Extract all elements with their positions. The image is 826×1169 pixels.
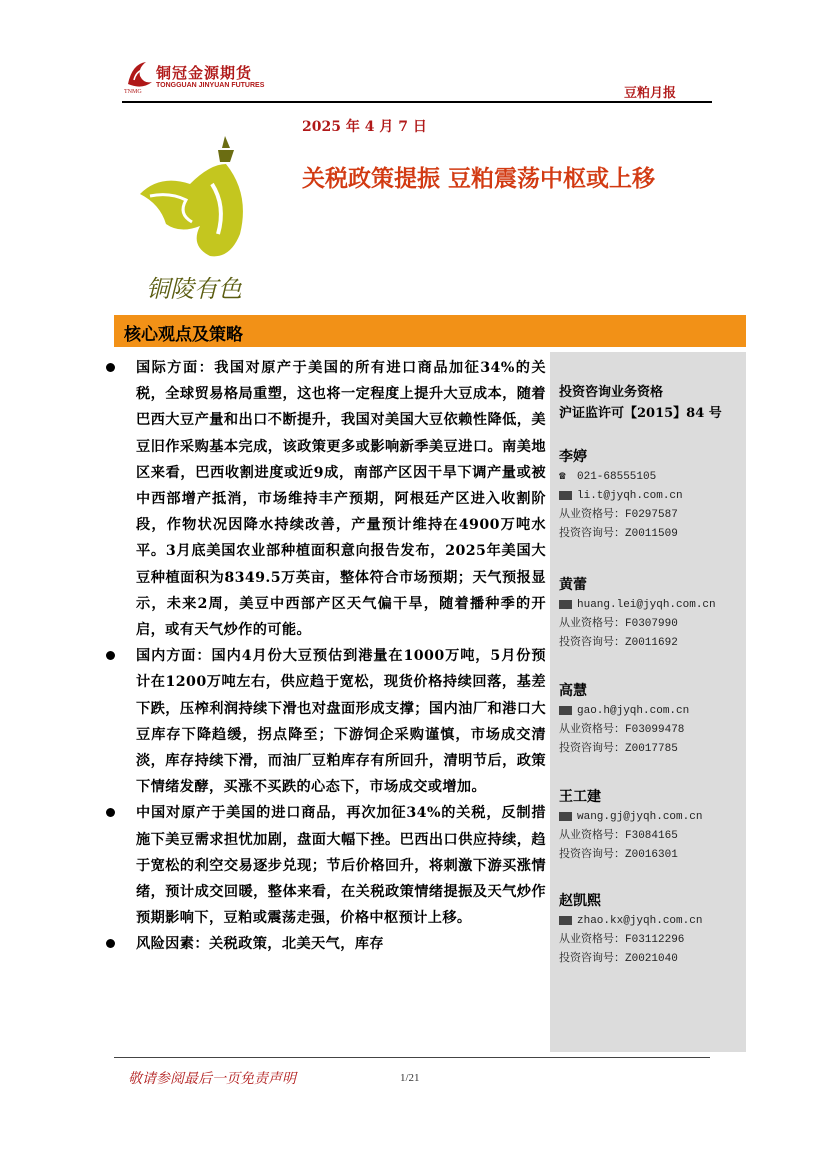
cert-line-1: 投资咨询业务资格 — [559, 385, 664, 400]
analyst-name: 黄蕾 — [559, 577, 587, 593]
footer-divider — [114, 1057, 710, 1058]
analyst-card — [559, 786, 745, 865]
company-logo — [124, 58, 284, 98]
point-text: 中国对原产于美国的进口商品，再次加征34%的关税，反制措施下美豆需求担忧加剧，盘面大幅下挫。巴西出口供应持续，趋于宽松的利空交易逐步兑现；节后价格回升，将刺激下游买涨情绪，预计成交回暖，整体来看，在关税政策情绪提振及天气炒作预期影响下，豆粕或震荡走强，价格中枢预计上移。 — [136, 805, 546, 927]
point-text: 国际方面：我国对原产于美国的所有进口商品加征34%的关税，全球贸易格局重塑，这也将一定程度上提升大豆成本，随着巴西大豆产量和出口不断提升，我国对美国大豆依赖性降低，美豆旧作采购基本完成，该政策更多或影响新季美豆进口。南美地区来看，巴西收割进度或近9成，南部产区因干旱下调产量或被中西部增产抵消，市场维持丰产预期，阿根廷产区进入收割阶段，作物状况因降水持续改善，产量预计维持在4900万吨水平。3月底美国农业部种植面积意向报告发布，2025年美国大豆种植面积为8349.5万英亩，整体符合市场预期；天气预报显示，未来2周，美豆中西部产区天气偏干旱，随着播种季的开启，或有天气炒作的可能。 — [136, 360, 546, 639]
email-icon — [559, 812, 572, 821]
report-title: 关税政策提振 豆粕震荡中枢或上移 — [302, 165, 656, 192]
company-name-cn: 铜冠金源期货 — [156, 64, 253, 82]
point-text: 风险因素：关税政策，北美天气，库存 — [136, 936, 384, 953]
analyst-qual: 从业资格号：F03112296 — [559, 934, 685, 946]
bullet-icon — [106, 363, 115, 372]
emblem-signature: 铜陵有色 — [146, 275, 242, 303]
analyst-email[interactable]: huang.lei@jyqh.com.cn — [577, 599, 716, 611]
cert-line-2: 沪证监许可【2015】84 号 — [559, 406, 722, 421]
analyst-email[interactable]: zhao.kx@jyqh.com.cn — [577, 915, 703, 927]
analyst-consult: 投资咨询号：Z0021040 — [559, 953, 678, 965]
analyst-sidebar — [550, 352, 746, 1052]
company-emblem — [130, 134, 270, 304]
bullet-icon — [106, 939, 115, 948]
section-header-bar — [114, 315, 746, 347]
header-divider — [122, 101, 712, 103]
analyst-card — [559, 574, 745, 653]
analyst-email[interactable]: li.t@jyqh.com.cn — [577, 490, 683, 502]
analyst-consult: 投资咨询号：Z0011692 — [559, 637, 678, 649]
analyst-email[interactable]: gao.h@jyqh.com.cn — [577, 705, 690, 717]
analyst-name: 王工建 — [559, 789, 601, 805]
point-domestic — [118, 643, 546, 800]
email-icon — [559, 491, 572, 500]
analyst-email[interactable]: wang.gj@jyqh.com.cn — [577, 811, 703, 823]
emblem-icon — [130, 134, 270, 269]
point-international — [118, 355, 546, 643]
disclaimer-note: 敬请参阅最后一页免责声明 — [128, 1071, 296, 1087]
email-icon — [559, 706, 572, 715]
analyst-name: 高慧 — [559, 683, 587, 699]
analyst-consult: 投资咨询号：Z0011509 — [559, 528, 678, 540]
company-abbr: TNMG — [124, 89, 142, 95]
certification — [559, 382, 722, 424]
key-points — [118, 355, 546, 958]
analyst-card — [559, 446, 745, 544]
email-icon — [559, 916, 572, 925]
report-date: 2025 年 4 月 7 日 — [302, 119, 427, 135]
page-number: 1/21 — [400, 1072, 420, 1084]
analyst-qual: 从业资格号：F0307990 — [559, 618, 678, 630]
analyst-qual: 从业资格号：F03099478 — [559, 724, 685, 736]
point-risk — [118, 931, 546, 957]
analyst-consult: 投资咨询号：Z0016301 — [559, 849, 678, 861]
bullet-icon — [106, 651, 115, 660]
point-text: 国内方面：国内4月份大豆预估到港量在1000万吨，5月份预计在1200万吨左右，供应趋于宽松，现货价格持续回落，基差下跌，压榨利润持续下滑也对盘面形成支撑；国内油厂和港口大豆库存下降趋缓，拐点降至；下游饲企采购谨慎，市场成交清淡，库存持续下滑，而油厂豆粕库存有所回升，清明节后，政策下情绪发酵，买涨不买跌的心态下，市场成交或增加。 — [136, 648, 546, 796]
analyst-card — [559, 890, 745, 969]
email-icon — [559, 600, 572, 609]
analyst-consult: 投资咨询号：Z0017785 — [559, 743, 678, 755]
section-title: 核心观点及策略 — [124, 325, 243, 345]
logo-mark-icon — [124, 58, 154, 90]
bullet-icon — [106, 808, 115, 817]
point-tariff — [118, 800, 546, 931]
analyst-card — [559, 680, 745, 759]
company-name-en: TONGGUAN JINYUAN FUTURES — [156, 82, 265, 89]
report-type: 豆粕月报 — [623, 86, 676, 101]
analyst-qual: 从业资格号：F0297587 — [559, 509, 678, 521]
analyst-qual: 从业资格号：F3084165 — [559, 830, 678, 842]
analyst-name: 赵凯熙 — [559, 893, 601, 909]
analyst-phone: 021-68555105 — [577, 471, 657, 483]
analyst-name: 李婷 — [559, 449, 587, 465]
phone-icon: ☎ — [559, 471, 566, 483]
